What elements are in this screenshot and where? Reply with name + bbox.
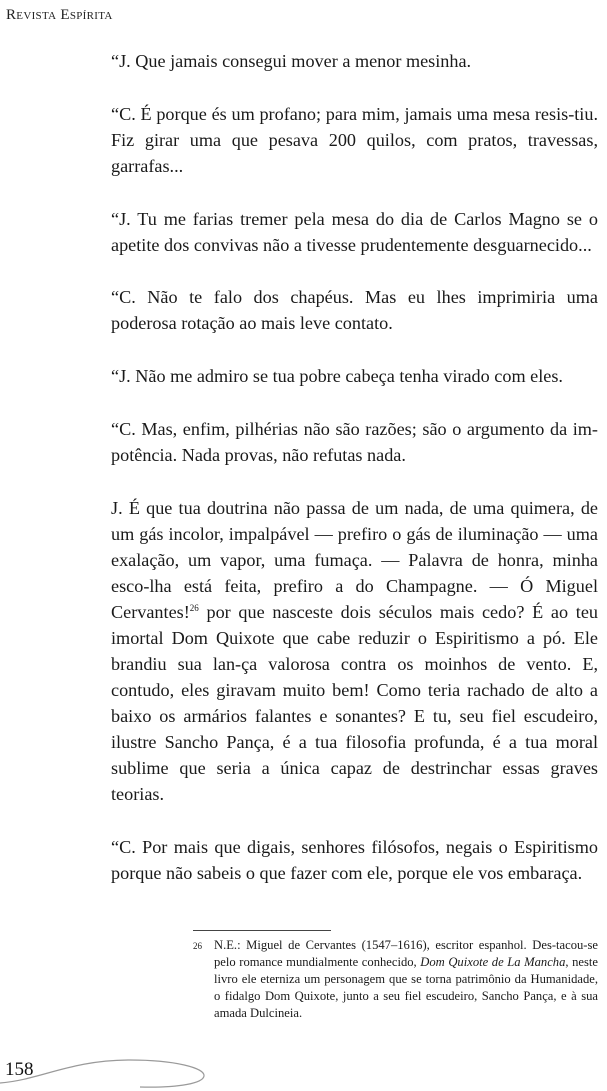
paragraph: “J. Não me admiro se tua pobre cabeça tenha virado com eles. xyxy=(111,366,563,387)
footnote-number: 26 xyxy=(193,941,202,951)
paragraph: “C. Por mais que digais, senhores filósofos, negais o Espiritismo porque não sabeis o que fazer com ele, porque ele vos embaraça. xyxy=(111,836,598,883)
footnote-book-title: Dom Quixote de La Mancha xyxy=(420,955,566,969)
paragraph: “C. Mas, enfim, pilhérias não são razões; são o argumento da im-potência. Nada provas, não refutas nada. xyxy=(111,418,598,465)
footnote-text xyxy=(214,937,598,1022)
page-number: 158 xyxy=(5,1059,34,1080)
footnote-text-part: , neste livro ele eterniza um personagem que se torna patrimônio da Humanidade, o fidalgo Dom Quixote, junto a seu fiel escudeiro, Sancho Pança, e à sua amada Dulcineia. xyxy=(214,955,598,1020)
paragraph-text: por que nasceste dois séculos mais cedo? É ao teu imortal Dom Quixote que cabe reduzir o Espiritismo a pó. Ele brandiu sua lan-ça valorosa contra os moinhos de vento. E, contudo, eles giravam muito bem! Como teria rachado de alto a baixo os armários falantes e sonantes? E tu, seu fiel escudeiro, ilustre Sancho Pança, é a tua filosofia profunda, é a tua moral sublime que seria a única capaz de destrinchar essas graves teorias. xyxy=(111,601,598,804)
running-header: Revista Espírita xyxy=(6,7,113,23)
paragraph: “J. Tu me farias tremer pela mesa do dia de Carlos Magno se o apetite dos convivas não a tivesse prudentemente desguarnecido... xyxy=(111,208,598,255)
paragraph: “C. Não te falo dos chapéus. Mas eu lhes imprimiria uma poderosa rotação ao mais leve contato. xyxy=(111,287,598,334)
paragraph-text: J. É que tua doutrina não passa de um nada, de uma quimera, de um gás incolor, impalpável — prefiro o gás de iluminação — uma exalação, um vapor, uma fumaça. — Palavra de honra, minha esco-lha está feita, prefiro a do Champagne. — Ó Miguel Cervantes! xyxy=(111,497,598,622)
footnote xyxy=(193,937,598,1022)
body-text xyxy=(111,48,598,912)
paragraph-with-note xyxy=(111,495,598,807)
paragraph: “C. É porque és um profano; para mim, jamais uma mesa resis-tiu. Fiz girar uma que pesava 200 quilos, com pratos, travessas, garrafas... xyxy=(111,103,598,176)
footnote-divider xyxy=(193,930,331,931)
footnote-reference[interactable]: 26 xyxy=(189,602,199,613)
footnote-text-part: N.E.: Miguel de Cervantes (1547–1616), escritor espanhol. Des-tacou-se pelo romance mundialmente conhecido, xyxy=(214,938,598,969)
paragraph: “J. Que jamais consegui mover a menor mesinha. xyxy=(111,51,472,71)
